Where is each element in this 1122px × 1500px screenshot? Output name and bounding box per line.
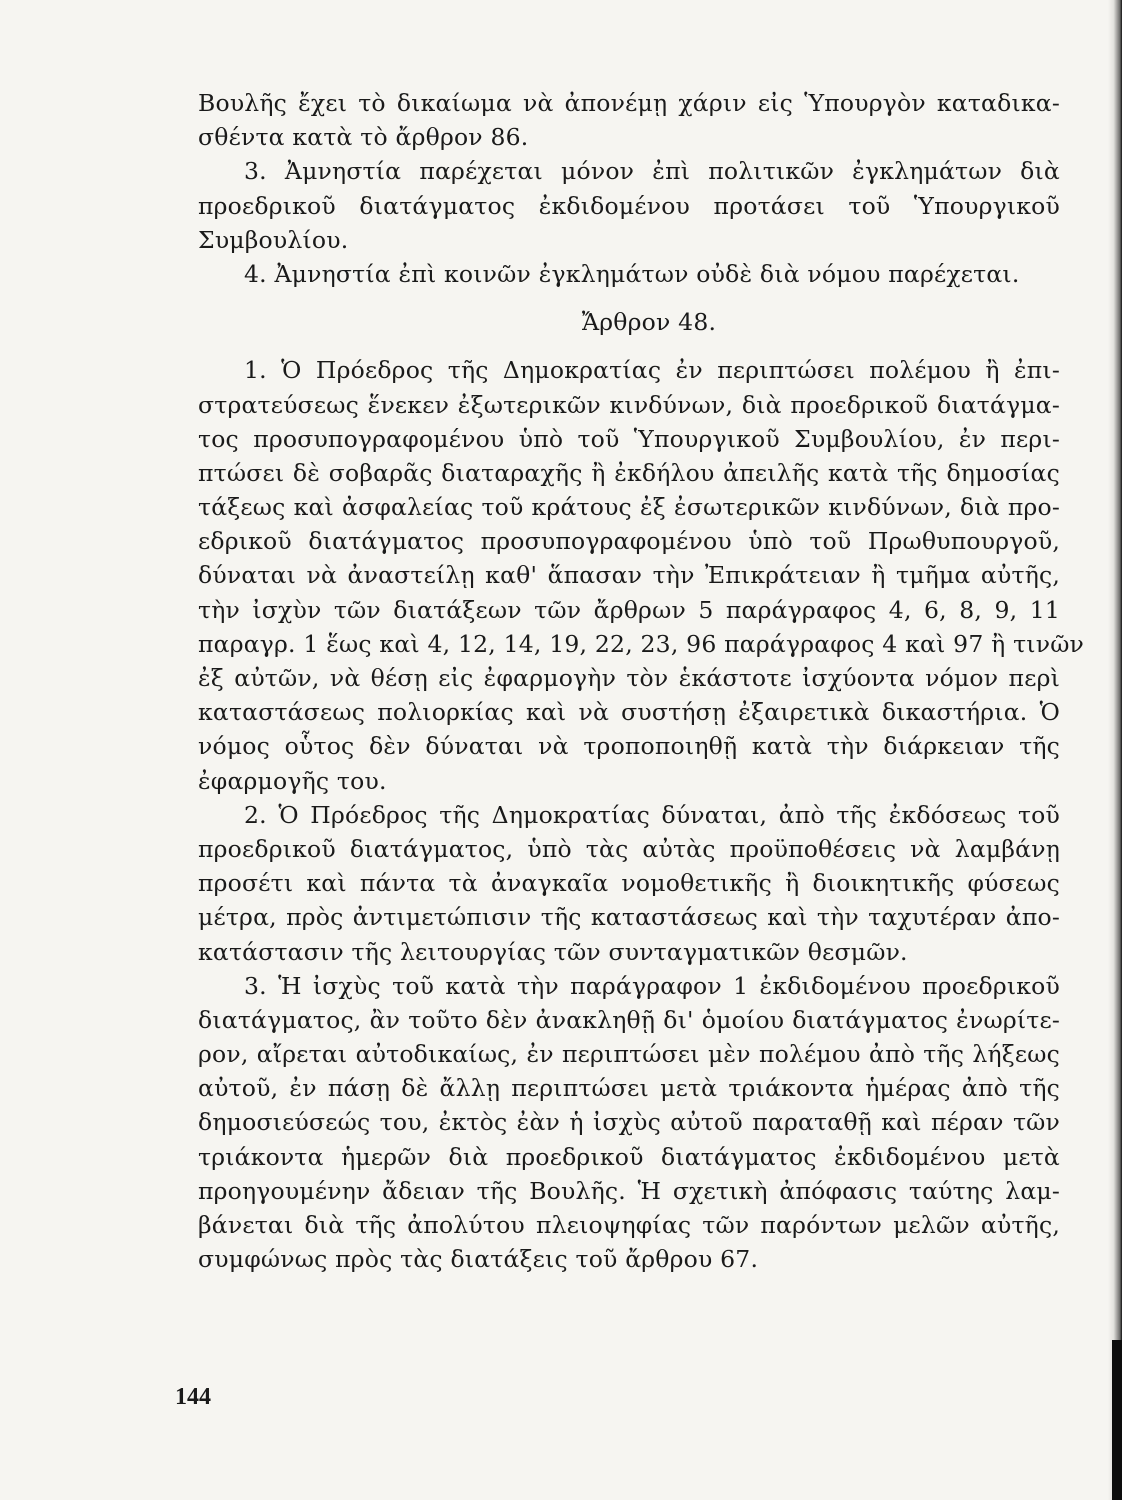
text-line: εδρικοῦ διατάγματος προσυπογραφομένου ὑπὸ τοῦ Πρωθυπουργοῦ,	[198, 527, 1060, 556]
text-line: προσέτι καὶ πάντα τὰ ἀναγκαῖα νομοθετικῆς ἢ διοικητικῆς φύσεως	[198, 869, 1060, 898]
text-line: 2. Ὁ Πρόεδρος τῆς Δημοκρατίας δύναται, ἀπὸ τῆς ἐκδόσεως τοῦ	[244, 800, 1060, 829]
text-line: ἐφαρμογῆς του.	[198, 766, 387, 795]
text-line: 3. Ἡ ἰσχὺς τοῦ κατὰ τὴν παράγραφον 1 ἐκδιδομένου προεδρικοῦ	[244, 971, 1060, 1000]
spacer	[198, 339, 1060, 353]
text-line: προηγουμένην ἄδειαν τῆς Βουλῆς. Ἡ σχετικὴ ἀπόφασις ταύτης λαμ-	[198, 1176, 1060, 1205]
body-text	[198, 86, 1085, 1276]
text-line: δημοσιεύσεώς του, ἐκτὸς ἐὰν ἡ ἰσχὺς αὐτοῦ παραταθῇ καὶ πέραν τῶν	[198, 1108, 1060, 1137]
text-line: τὴν ἰσχὺν τῶν διατάξεων τῶν ἄρθρων 5 παράγραφος 4, 6, 8, 9, 11	[198, 595, 1060, 624]
text-line: μέτρα, πρὸς ἀντιμετώπισιν τῆς καταστάσεως καὶ τὴν ταχυτέραν ἀπο-	[198, 903, 1060, 932]
text-line: παραγρ. 1 ἕως καὶ 4, 12, 14, 19, 22, 23, 96 παράγραφος 4 καὶ 97 ἢ τινῶν	[198, 629, 1085, 658]
page-edge-shadow	[1108, 0, 1122, 1500]
text-line: 1. Ὁ Πρόεδρος τῆς Δημοκρατίας ἐν περιπτώσει πολέμου ἢ ἐπι-	[244, 356, 1060, 385]
text-line: τάξεως καὶ ἀσφαλείας τοῦ κράτους ἐξ ἐσωτερικῶν κινδύνων, διὰ προ-	[198, 493, 1060, 522]
text-line: βάνεται διὰ τῆς ἀπολύτου πλειοψηφίας τῶν παρόντων μελῶν αὐτῆς,	[198, 1211, 1060, 1239]
text-line: διατάγματος, ἂν τοῦτο δὲν ἀνακληθῇ δι' ὁμοίου διατάγματος ἐνωρίτε-	[198, 1005, 1060, 1034]
spacer	[198, 291, 1060, 305]
text-line: ρον, αἴρεται αὐτοδικαίως, ἐν περιπτώσει μὲν πολέμου ἀπὸ τῆς λήξεως	[198, 1040, 1060, 1069]
text-line: κατάστασιν τῆς λειτουργίας τῶν συνταγματικῶν θεσμῶν.	[198, 937, 908, 966]
text-line: συμφώνως πρὸς τὰς διατάξεις τοῦ ἄρθρου 67.	[198, 1245, 759, 1274]
text-line: πτώσει δὲ σοβαρᾶς διαταραχῆς ἢ ἐκδήλου ἀπειλῆς κατὰ τῆς δημοσίας	[198, 458, 1060, 487]
text-line: στρατεύσεως ἕνεκεν ἐξωτερικῶν κινδύνων, διὰ προεδρικοῦ διατάγμα-	[198, 390, 1060, 419]
text-line: 3. Ἀμνηστία παρέχεται μόνον ἐπὶ πολιτικῶν ἐγκλημάτων διὰ	[244, 157, 1060, 186]
text-line: νόμος οὗτος δὲν δύναται νὰ τροποποιηθῇ κατὰ τὴν διάρκειαν τῆς	[198, 732, 1060, 761]
text-line: τος προσυπογραφομένου ὑπὸ τοῦ Ὑπουργικοῦ Συμβουλίου, ἐν περι-	[198, 424, 1060, 453]
text-line: προεδρικοῦ διατάγματος ἐκδιδομένου προτάσει τοῦ Ὑπουργικοῦ	[198, 191, 1060, 220]
text-line: προεδρικοῦ διατάγματος, ὑπὸ τὰς αὐτὰς προϋποθέσεις νὰ λαμβάνῃ	[198, 834, 1060, 863]
text-line: Βουλῆς ἔχει τὸ δικαίωμα νὰ ἀπονέμῃ χάριν εἰς Ὑπουργὸν καταδικα-	[198, 89, 1060, 117]
page-number: 144	[175, 1384, 211, 1410]
text-line: 4. Ἀμνηστία ἐπὶ κοινῶν ἐγκλημάτων οὐδὲ διὰ νόμου παρέχεται.	[244, 259, 1020, 288]
text-line: Συμβουλίου.	[198, 225, 349, 254]
text-line: σθέντα κατὰ τὸ ἄρθρον 86.	[198, 123, 529, 152]
page-edge-dark	[1112, 1340, 1122, 1500]
text-line: ἐξ αὐτῶν, νὰ θέσῃ εἰς ἐφαρμογὴν τὸν ἑκάστοτε ἰσχύοντα νόμον περὶ	[198, 664, 1060, 692]
text-line: δύναται νὰ ἀναστείλῃ καθ' ἅπασαν τὴν Ἐπικράτειαν ἢ τμῆμα αὐτῆς,	[198, 561, 1060, 590]
text-line: αὐτοῦ, ἐν πάσῃ δὲ ἄλλῃ περιπτώσει μετὰ τριάκοντα ἡμέρας ἀπὸ τῆς	[198, 1074, 1060, 1103]
text-line: τριάκοντα ἡμερῶν διὰ προεδρικοῦ διατάγματος ἐκδιδομένου μετὰ	[198, 1142, 1060, 1171]
article-heading: Ἄρθρον 48.	[581, 308, 717, 337]
text-line: καταστάσεως πολιορκίας καὶ νὰ συστήσῃ ἐξαιρετικὰ δικαστήρια. Ὁ	[198, 698, 1060, 727]
